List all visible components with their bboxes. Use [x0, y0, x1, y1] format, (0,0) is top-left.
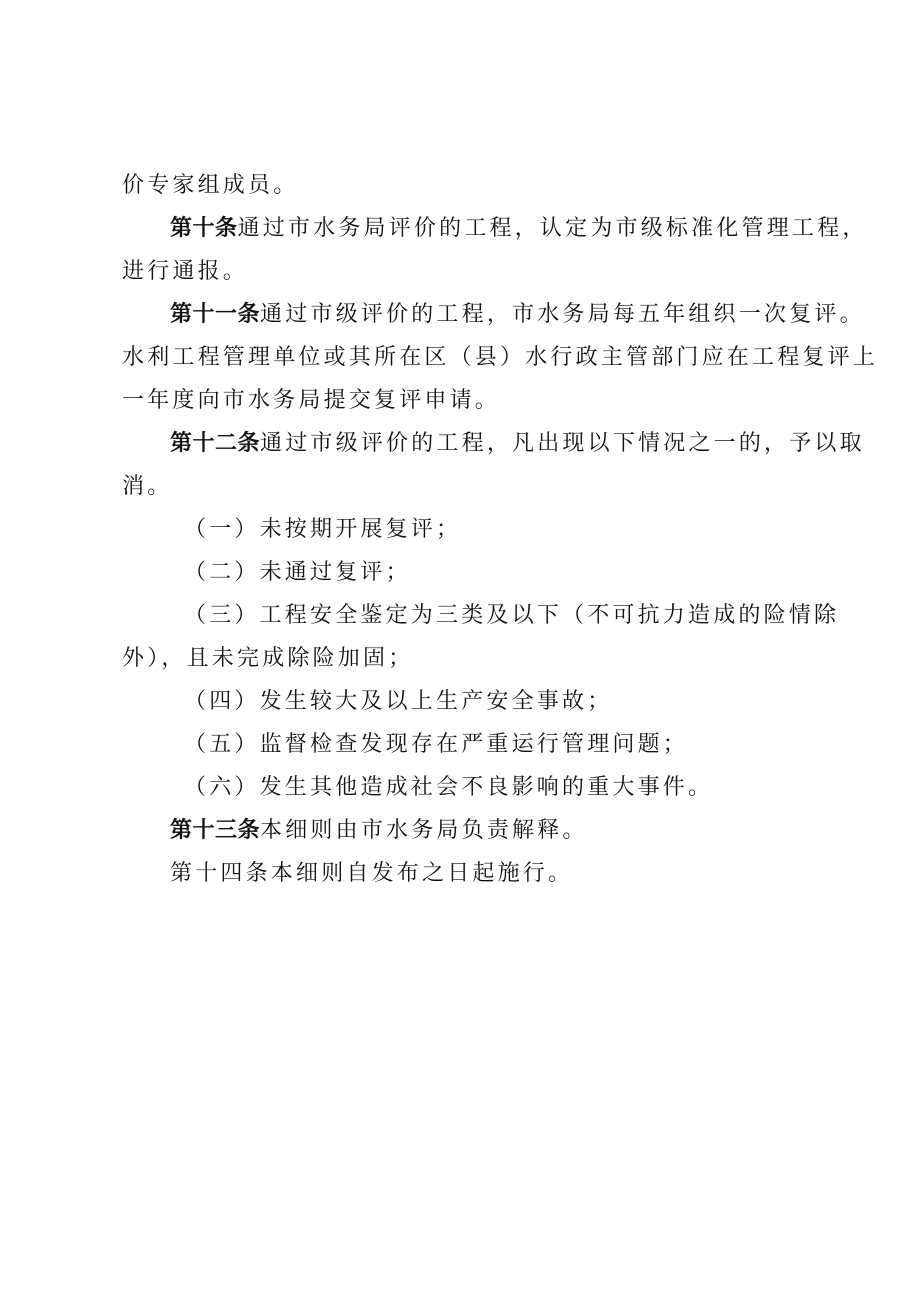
list-item-1: （一）未按期开展复评；	[184, 517, 462, 542]
list-item-5: （五）监督检查发现存在严重运行管理问题；	[184, 732, 689, 757]
article-9-continuation: 价专家组成员。	[122, 173, 299, 198]
document-body	[122, 164, 879, 895]
article-13-line-1	[122, 809, 822, 852]
article-10-heading: 第十条	[170, 215, 238, 241]
article-12-line-2: 消。	[122, 474, 173, 499]
article-11-text: 通过市级评价的工程，市水务局每五年组织一次复评。	[260, 302, 865, 327]
article-11-line-2: 水利工程管理单位或其所在区（县）水行政主管部门应在工程复评上	[122, 345, 879, 370]
list-item-6: （六）发生其他造成社会不良影响的重大事件。	[184, 775, 714, 800]
article-10-text: 通过市水务局评价的工程，认定为市级标准化管理工程，	[237, 216, 868, 241]
article-14-line-1: 第十四条本细则自发布之日起施行。	[170, 861, 574, 886]
list-item-3-continuation: 外），且未完成除险加固；	[122, 646, 414, 671]
list-item-3: （三）工程安全鉴定为三类及以下（不可抗力造成的险情除	[184, 603, 840, 628]
article-13-heading: 第十三条	[170, 817, 261, 843]
article-13-text: 本细则由市水务局负责解释。	[260, 818, 588, 843]
article-11-heading: 第十一条	[170, 301, 261, 327]
article-11-line-1	[122, 293, 865, 336]
list-item-4: （四）发生较大及以上生产安全事故；	[184, 689, 613, 714]
article-12-line-1	[122, 422, 865, 465]
article-12-text: 通过市级评价的工程，凡出现以下情况之一的，予以取	[260, 431, 865, 456]
article-10-line-1	[122, 207, 868, 250]
article-11-line-3: 一年度向市水务局提交复评申请。	[122, 388, 501, 413]
list-item-2: （二）未通过复评；	[184, 560, 411, 585]
article-10-line-2: 进行通报。	[122, 259, 249, 284]
article-12-heading: 第十二条	[170, 430, 261, 456]
